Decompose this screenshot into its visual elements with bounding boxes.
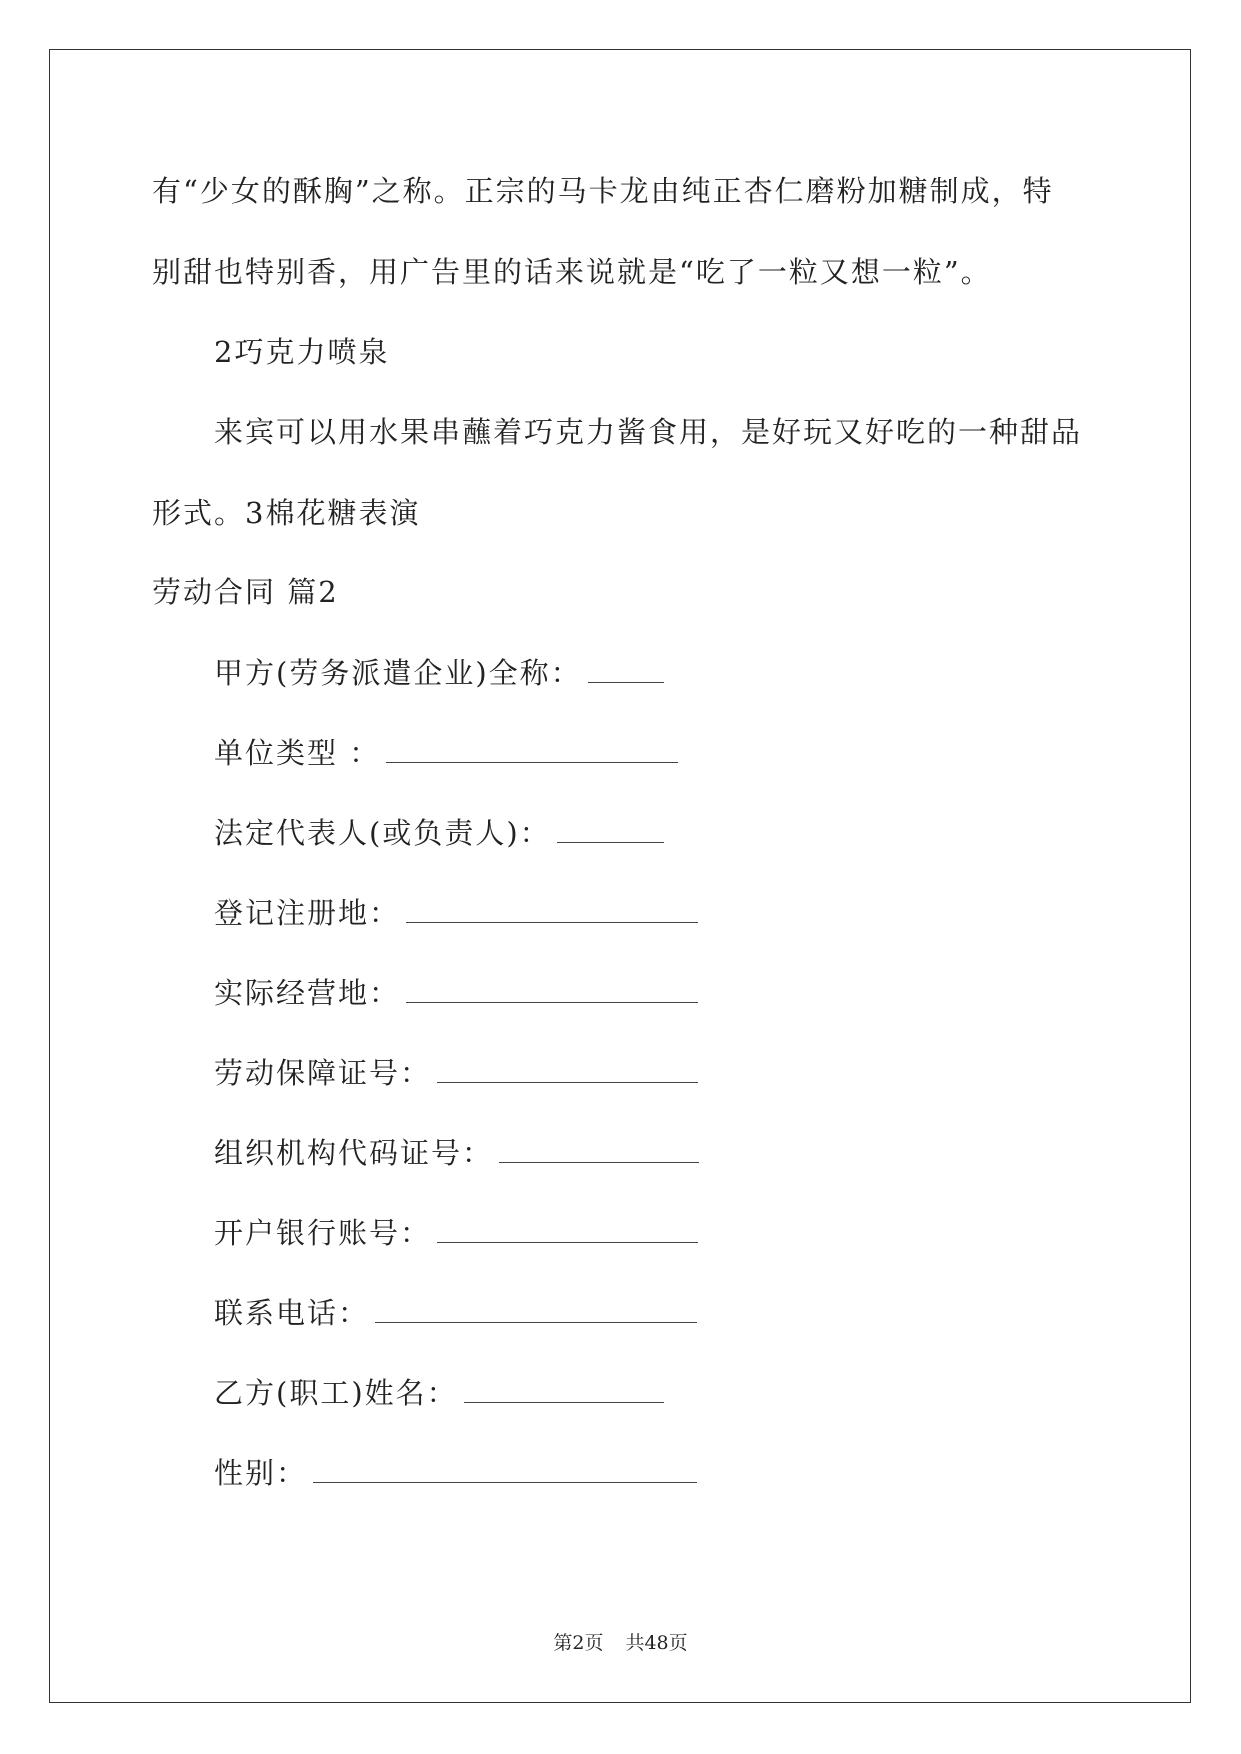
field-label: 单位类型 ：	[214, 736, 381, 770]
form-field-registered-address	[214, 893, 698, 933]
paragraph-line: 形式。3棉花糖表演	[152, 496, 421, 530]
page-footer	[0, 1628, 1241, 1655]
fill-in-blank[interactable]	[313, 1460, 697, 1483]
field-label: 性别：	[214, 1456, 308, 1490]
fill-in-blank[interactable]	[588, 660, 664, 683]
form-field-unit-type	[214, 733, 678, 773]
field-label: 登记注册地：	[214, 896, 401, 930]
item-title: 2巧克力喷泉	[214, 335, 390, 369]
form-field-party-b-name	[214, 1373, 664, 1413]
form-field-labor-security-number	[214, 1053, 698, 1093]
fill-in-blank[interactable]	[406, 980, 698, 1003]
form-field-party-a-name	[214, 653, 664, 693]
paragraph-line: 来宾可以用水果串蘸着巧克力酱食用，是好玩又好吃的一种甜品	[214, 415, 1083, 449]
fill-in-blank[interactable]	[499, 1140, 699, 1163]
field-label: 实际经营地：	[214, 976, 401, 1010]
form-field-organization-code	[214, 1133, 699, 1173]
fill-in-blank[interactable]	[464, 1380, 664, 1403]
form-field-legal-representative	[214, 813, 664, 853]
field-label: 联系电话：	[214, 1296, 370, 1330]
section-title: 劳动合同 篇2	[152, 575, 339, 609]
current-page-label: 第2页	[553, 1632, 604, 1654]
form-field-business-address	[214, 973, 698, 1013]
fill-in-blank[interactable]	[437, 1060, 698, 1083]
total-pages-label: 共48页	[625, 1632, 688, 1654]
form-field-gender	[214, 1453, 697, 1493]
fill-in-blank[interactable]	[375, 1300, 697, 1323]
form-field-phone	[214, 1293, 697, 1333]
fill-in-blank[interactable]	[437, 1220, 698, 1243]
field-label: 开户银行账号：	[214, 1216, 432, 1250]
fill-in-blank[interactable]	[406, 900, 698, 923]
field-label: 乙方(职工)姓名：	[214, 1376, 458, 1410]
paragraph-line: 别甜也特别香，用广告里的话来说就是“吃了一粒又想一粒”。	[152, 255, 992, 289]
form-field-bank-account	[214, 1213, 698, 1253]
paragraph-line: 有“少女的酥胸”之称。正宗的马卡龙由纯正杏仁磨粉加糖制成，特	[152, 174, 1054, 208]
field-label: 法定代表人(或负责人)：	[214, 816, 551, 850]
field-label: 劳动保障证号：	[214, 1056, 432, 1090]
field-label: 甲方(劳务派遣企业)全称：	[214, 656, 582, 690]
fill-in-blank[interactable]	[386, 740, 678, 763]
field-label: 组织机构代码证号：	[214, 1136, 494, 1170]
fill-in-blank[interactable]	[557, 820, 664, 843]
